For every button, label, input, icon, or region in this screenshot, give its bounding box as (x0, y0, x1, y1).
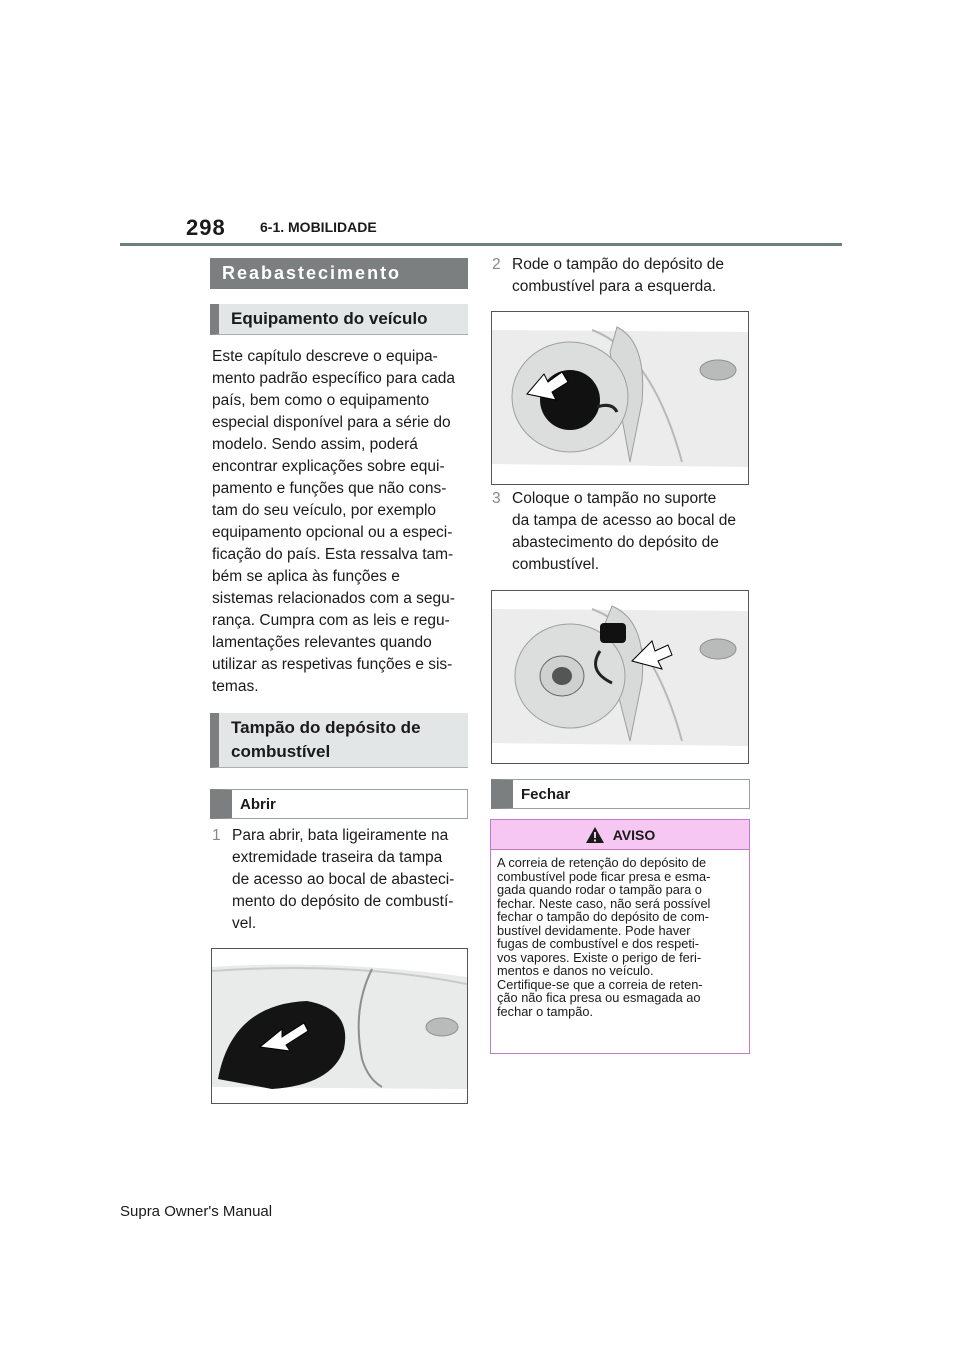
footer-manual-title: Supra Owner's Manual (120, 1203, 273, 1220)
text-line: especial disponível para a série do (212, 414, 451, 431)
text-line: vel. (232, 915, 257, 932)
text-line: bustível devidamente. Pode haver (497, 922, 691, 938)
step-number: 2 (492, 256, 501, 273)
open-subheading: Abrir (210, 789, 468, 819)
chapter-title: 6-1. MOBILIDADE (260, 219, 377, 235)
text-line: equipamento opcional ou a especi- (212, 524, 453, 541)
text-line: Coloque o tampão no suporte (512, 490, 717, 507)
close-subheading: Fechar (491, 779, 750, 809)
step-text (232, 825, 474, 935)
text-line: Certifique-se que a correia de reten- (497, 976, 703, 992)
vehicle-equipment-text (212, 346, 474, 698)
text-line: temas. (212, 678, 259, 695)
text-line: vos vapores. Existe o perigo de feri- (497, 949, 702, 965)
fuel-cap-holder-illustration (491, 590, 749, 764)
text-line: mento padrão específico para cada (212, 370, 455, 387)
text-line: ficação do país. Esta ressalva tam- (212, 546, 454, 563)
warning-title: AVISO (612, 826, 656, 843)
step-1 (212, 825, 474, 935)
text-line: utilizar as respetivas funções e sis- (212, 656, 453, 673)
step-text (512, 488, 754, 576)
step-3 (492, 488, 754, 576)
text-line: pamento e funções que não cons- (212, 480, 447, 497)
text-line: mentos e danos no veículo. (497, 963, 654, 978)
text-line: A correia de retenção do depósito de (497, 855, 707, 870)
warning-text (491, 850, 749, 1024)
text-line: Este capítulo descreve o equipa- (212, 348, 438, 365)
fuel-cap-heading-line: combustível (231, 742, 331, 761)
step-text (512, 254, 754, 298)
text-line: Rode o tampão do depósito de (512, 256, 724, 273)
text-line: país, bem como o equipamento (212, 392, 430, 409)
warning-header (491, 820, 749, 850)
text-line: Para abrir, bata ligeiramente na (232, 827, 449, 844)
text-line: fechar o tampão. (497, 1003, 594, 1019)
text-line: sistemas relacionados com a segu- (212, 590, 455, 607)
text-line: fugas de combustível e dos respeti- (497, 936, 700, 951)
text-line: abastecimento do depósito de (512, 534, 719, 551)
vehicle-equipment-heading: Equipamento do veículo (210, 304, 468, 335)
text-line: bém se aplica às funções e (212, 568, 400, 585)
text-line: combustível. (512, 556, 600, 573)
text-line: mento do depósito de combustí- (232, 893, 454, 910)
text-line: tam do seu veículo, por exemplo (212, 502, 437, 519)
text-line: encontrar explicações sobre equi- (212, 458, 445, 475)
step-number: 1 (212, 827, 221, 844)
warning-box (490, 819, 750, 1054)
step-2 (492, 254, 754, 298)
text-line: modelo. Sendo assim, poderá (212, 436, 418, 453)
fuel-cap-heading-line: Tampão do depósito de (231, 718, 421, 737)
text-line: lamentações relevantes quando (212, 634, 432, 651)
section-title: Reabastecimento (210, 258, 468, 289)
fuel-cap-turn-illustration (491, 311, 749, 485)
text-line: extremidade traseira da tampa (232, 849, 443, 866)
text-line: rança. Cumpra com as leis e regu- (212, 612, 450, 629)
text-line: ção não fica presa ou esmagada ao (497, 990, 701, 1005)
warning-triangle-icon (585, 826, 605, 844)
text-line: da tampa de acesso ao bocal de (512, 512, 737, 529)
text-line: gada quando rodar o tampão para o (497, 882, 702, 897)
text-line: de acesso ao bocal de abasteci- (232, 871, 455, 888)
fuel-cap-heading (210, 713, 468, 768)
fuel-flap-open-illustration (211, 948, 468, 1104)
header-rule (120, 243, 842, 246)
text-line: combustível para a esquerda. (512, 278, 717, 295)
text-line: combustível pode ficar presa e esma- (497, 868, 711, 884)
page-number: 298 (186, 215, 226, 240)
step-number: 3 (492, 490, 501, 507)
text-line: fechar o tampão do depósito de com- (497, 909, 709, 924)
text-line: fechar. Neste caso, não será possível (497, 895, 711, 911)
